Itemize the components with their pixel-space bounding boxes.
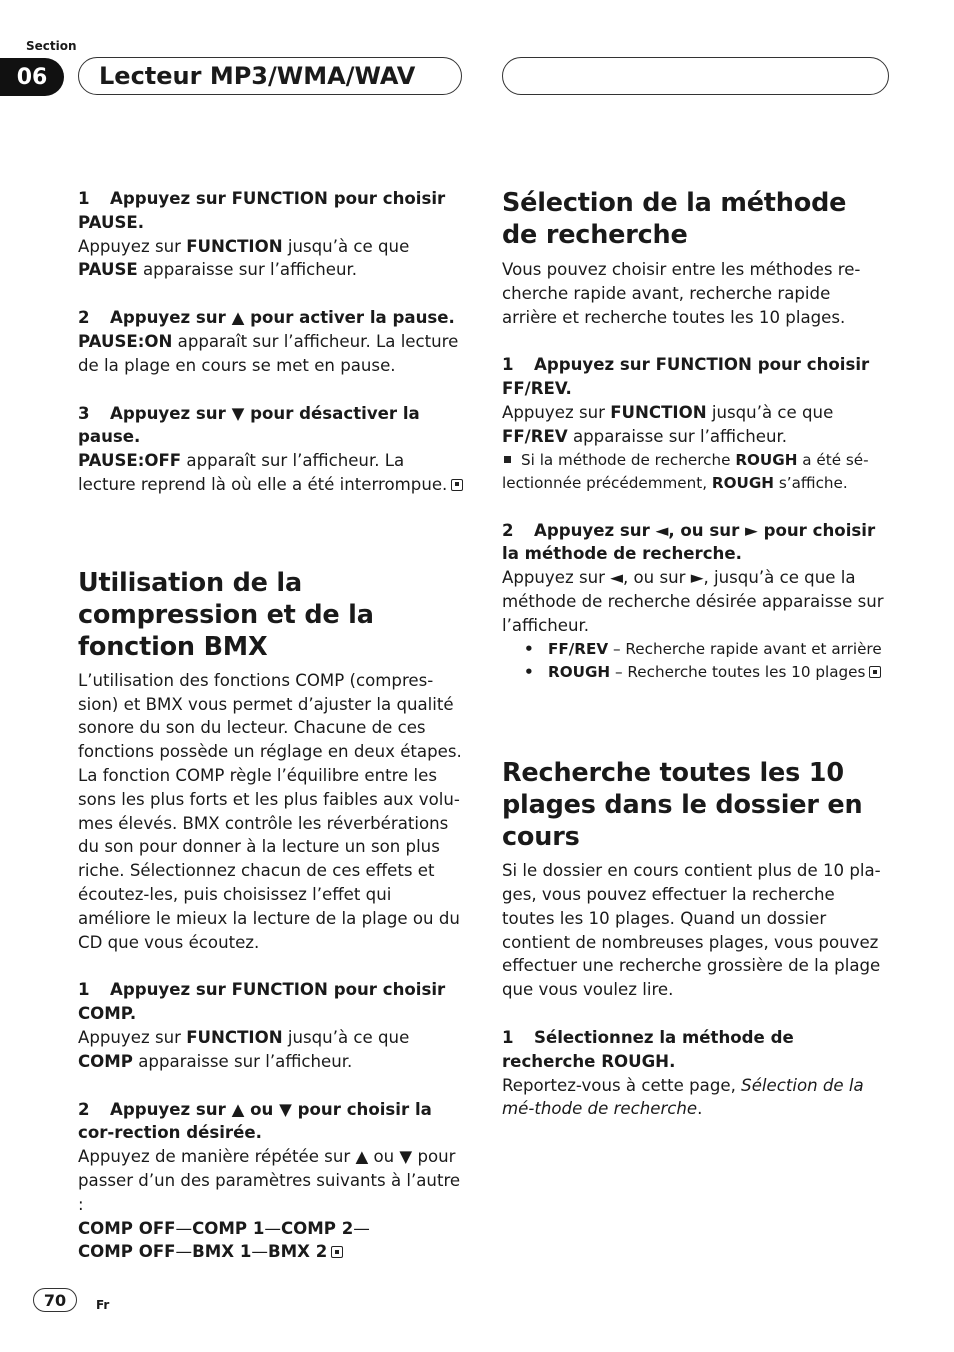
page-number: 70 [33, 1288, 77, 1312]
search-method-intro: Vous pouvez choisir entre les méthodes re-cherche rapide avant, recherche rapide arrière et recherche toutes les 10 plages. [502, 260, 861, 327]
end-of-section-icon [331, 1246, 343, 1258]
search-method-heading: Sélection de la méthode de recherche [502, 188, 847, 250]
chapter-title-text: Lecteur MP3/WMA/WAV [99, 62, 416, 90]
search-step-1-body: Appuyez sur FUNCTION jusqu’à ce que FF/REV apparaisse sur l’afficheur. [502, 402, 834, 446]
end-of-section-icon [451, 479, 463, 491]
search-step-2-title: 2 Appuyez sur ◄, ou sur ► pour choisir la méthode de recherche. [502, 520, 876, 564]
comp-step-1-body: Appuyez sur FUNCTION jusqu’à ce que COMP apparaisse sur l’afficheur. [78, 1027, 410, 1071]
ten-tracks-heading: Recherche toutes les 10 plages dans le dossier en cours [502, 758, 863, 853]
pause-step-3-title: 3 Appuyez sur ▼ pour désactiver la pause. [78, 403, 420, 447]
comp-sequence: COMP OFF—COMP 1—COMP 2— COMP OFF—BMX 1—BMX 2 [78, 1218, 370, 1262]
language-code: Fr [96, 1298, 110, 1312]
left-column [78, 187, 466, 1264]
pause-step-1-body: Appuyez sur FUNCTION jusqu’à ce que PAUSE apparaisse sur l’afficheur. [78, 236, 410, 280]
ten-step-1-title: 1 Sélectionnez la méthode de recherche ROUGH. [502, 1027, 794, 1071]
search-note: Si la méthode de recherche ROUGH a été sé-lectionnée précédemment, ROUGH s’affiche. [502, 450, 869, 492]
search-step-1-title: 1 Appuyez sur FUNCTION pour choisir FF/REV. [502, 355, 870, 399]
comp-step-2-body: Appuyez de manière répétée sur ▲ ou ▼ pour passer d’un des paramètres suivants à l’autre : [78, 1147, 461, 1214]
comp-bmx-intro: L’utilisation des fonctions COMP (compres-sion) et BMX vous permet d’ajuster la qualité sonore du son du lecteur. Chacune de ces fonctions possède un réglage en deux étapes. La fonction COMP règle l’équilibre entre les sons les plus forts et les plus faibles aux volu-mes élevés. BMX contrôle les réverbérations du son pour donner à la lecture un son plus riche. Sélectionnez chacun de ces effets et écoutez-les, puis choisissez l’effet qui améliore le mieux la lecture de la plage ou du CD que vous écoutez. [78, 670, 462, 952]
list-item: • ROUGH – Recherche toutes les 10 plages [524, 661, 890, 685]
comp-bmx-heading: Utilisation de la compression et de la fonction BMX [78, 567, 374, 662]
pause-step-2-title: 2 Appuyez sur ▲ pour activer la pause. [78, 308, 455, 328]
search-step-2-body: Appuyez sur ◄, ou sur ►, jusqu’à ce que la méthode de recherche désirée apparaisse sur l’afficheur. [502, 568, 884, 635]
chapter-title [78, 57, 462, 95]
right-column [502, 187, 890, 1121]
section-number-badge: 06 [0, 58, 64, 96]
ten-tracks-intro: Si le dossier en cours contient plus de 10 pla-ges, vous pouvez effectuer la recherche toutes les 10 plages. Quand un dossier contient de nombreuses plages, vous pouvez effectuer une recherche grossière de la plage que vous voulez lire. [502, 861, 881, 1000]
pause-step-1-title: 1 Appuyez sur FUNCTION pour choisir PAUSE. [78, 189, 446, 232]
ten-step-1-body: Reportez-vous à cette page, Sélection de la mé-thode de recherche. [502, 1075, 864, 1119]
pause-step-2-body: PAUSE:ON apparaît sur l’afficheur. La lecture de la plage en cours se met en pause. [78, 331, 459, 375]
list-item: • FF/REV – Recherche rapide avant et arrière [524, 638, 890, 662]
pause-step-3-body: PAUSE:OFF apparaît sur l’afficheur. La lecture reprend là où elle a été interrompue. [78, 449, 466, 497]
header-empty-pill [502, 57, 889, 95]
search-options-list [502, 638, 890, 686]
section-label: Section [26, 39, 77, 53]
comp-step-1-title: 1 Appuyez sur FUNCTION pour choisir COMP. [78, 980, 446, 1024]
note-square-icon [504, 456, 511, 463]
end-of-section-icon [869, 666, 881, 678]
comp-step-2-title: 2 Appuyez sur ▲ ou ▼ pour choisir la cor-rection désirée. [78, 1099, 432, 1143]
